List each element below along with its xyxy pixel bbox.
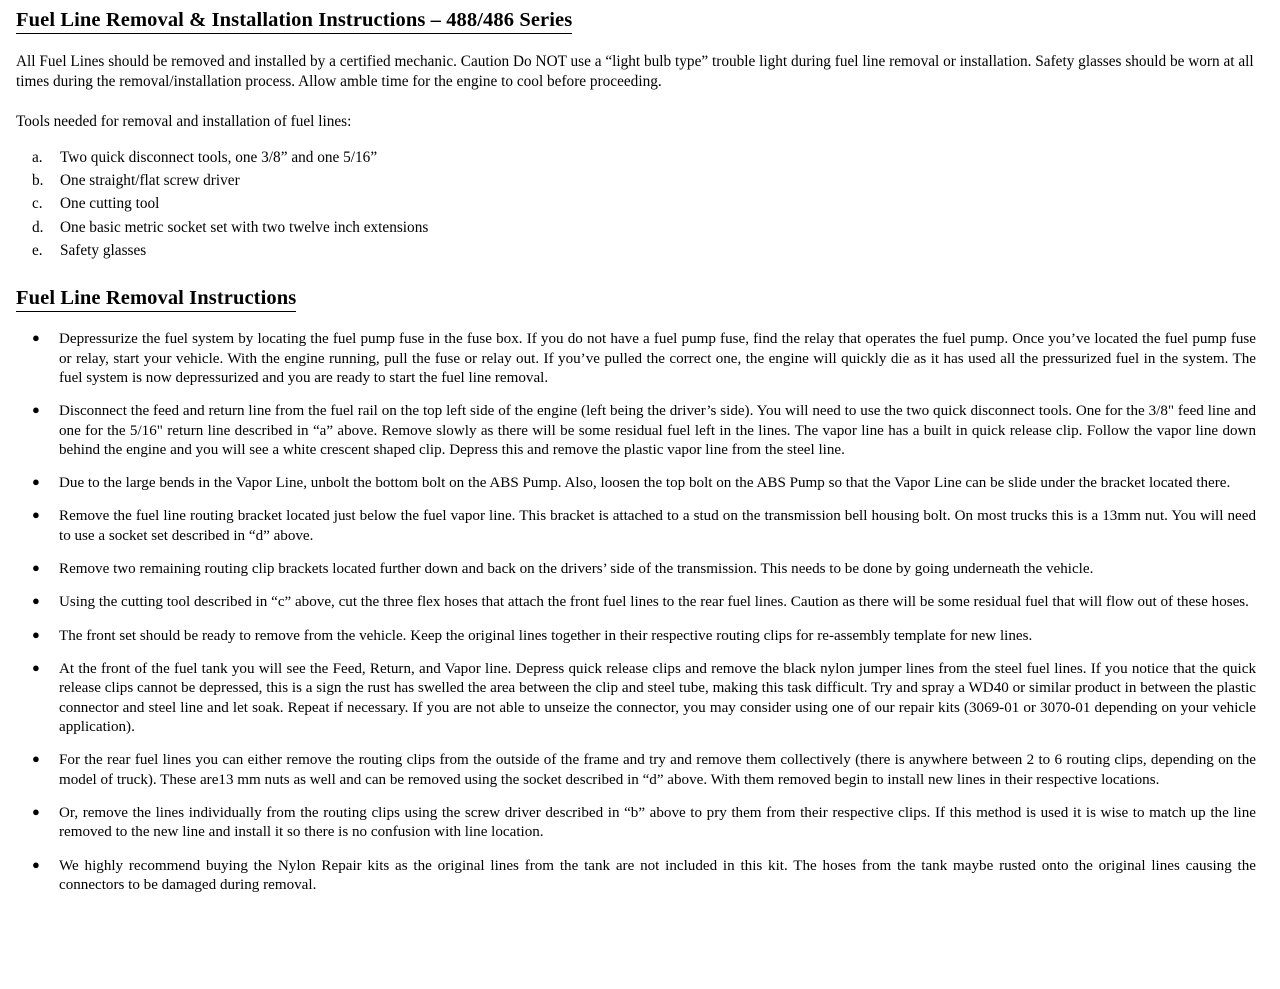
- list-marker: e.: [32, 241, 43, 259]
- list-item: [14, 146, 1266, 169]
- list-item-text: Depressurize the fuel system by locating the fuel pump fuse in the fuse box. If you do not have a fuel pump fuse, find the relay that operates the fuel pump. Once you’ve located the fuel pump fuse or relay, start your vehicle. With the engine running, pull the fuse or relay out. If you’ve pulled the correct one, the engine will quickly die as it has used all the pressurized fuel in the system. The fuel system is now depressurized and you are ready to start the fuel line removal.: [59, 331, 1256, 386]
- list-item: [14, 507, 1266, 546]
- list-item: [14, 804, 1266, 843]
- list-item-text: Due to the large bends in the Vapor Line, unbolt the bottom bolt on the ABS Pump. Also, loosen the top bolt on the ABS Pump so that the Vapor Line can be slide under the bracket located there.: [59, 475, 1231, 492]
- section-title: Fuel Line Removal Instructions: [16, 286, 296, 312]
- list-item-text: Disconnect the feed and return line from the fuel rail on the top left side of the engine (left being the driver’s side). You will need to use the two quick disconnect tools. One for the 3/8" feed line and one for the 5/16" return line described in “a” above. Remove slowly as there will be some residual fuel left in the lines. The vapor line has a built in quick release clip. Follow the vapor line down behind the engine and you will see a white crescent shaped clip. Depress this and remove the plastic vapor line from the steel line.: [59, 403, 1256, 458]
- list-item: [14, 239, 1266, 262]
- list-item: [14, 330, 1266, 388]
- list-item: [14, 593, 1266, 612]
- list-item-text: One cutting tool: [60, 195, 160, 213]
- bullet-icon: ●: [32, 803, 40, 819]
- bullet-icon: ●: [32, 856, 40, 872]
- list-item-text: Remove the fuel line routing bracket located just below the fuel vapor line. This bracket is attached to a stud on the transmission bell housing bolt. On most trucks this is a 13mm nut. You will need to use a socket set described in “d” above.: [59, 508, 1256, 544]
- list-item-text: The front set should be ready to remove from the vehicle. Keep the original lines together in their respective routing clips for re-assembly template for new lines.: [59, 627, 1033, 644]
- list-item-text: One straight/flat screw driver: [60, 172, 240, 190]
- list-item: [14, 857, 1266, 896]
- bullet-icon: ●: [32, 660, 40, 675]
- bullet-icon: ●: [32, 751, 40, 767]
- list-item: [14, 751, 1266, 790]
- list-marker: a.: [32, 148, 43, 166]
- list-item: [14, 660, 1266, 737]
- list-marker: b.: [32, 172, 44, 190]
- list-item-text: Or, remove the lines individually from the routing clips using the screw driver described in “b” above to pry them from their respective clips. If this method is used it is wise to match up the line removed to the new line and install it so there is no confusion with line location.: [59, 804, 1256, 841]
- list-item: [14, 192, 1266, 215]
- tools-list: [14, 146, 1266, 262]
- list-marker: d.: [32, 218, 44, 236]
- removal-steps-list: [14, 330, 1266, 895]
- bullet-icon: ●: [32, 593, 40, 609]
- list-item-text: Using the cutting tool described in “c” above, cut the three flex hoses that attach the front fuel lines to the rear fuel lines. Caution as there will be some residual fuel that will flow out of these hoses.: [59, 594, 1249, 611]
- bullet-icon: ●: [32, 330, 40, 346]
- list-item-text: For the rear fuel lines you can either remove the routing clips from the outside of the frame and try and remove them collectively (there is anywhere between 2 to 6 routing clips, depending on the model of truck). These are13 mm nuts as well and can be removed using the socket described in “d” above. With them removed begin to install new lines in their respective locations.: [59, 752, 1256, 788]
- page-title: Fuel Line Removal & Installation Instructions – 488/486 Series: [16, 8, 572, 34]
- list-item-text: At the front of the fuel tank you will see the Feed, Return, and Vapor line. Depress quick release clips and remove the black nylon jumper lines from the steel fuel lines. If you notice that the quick release clips cannot be depressed, this is a sign the rust has swelled the area between the clip and steel tube, making this task difficult. Try and spray a WD40 or similar product in between the plastic connector and steel line and let soak. Repeat if necessary. If you are not able to unseize the connector, you may consider using one of our repair kits (3069-01 or 3070-01 depending on your vehicle application).: [59, 661, 1256, 735]
- list-marker: c.: [32, 195, 43, 213]
- list-item: [14, 216, 1266, 239]
- list-item-text: Safety glasses: [60, 241, 147, 259]
- list-item: [14, 402, 1266, 460]
- bullet-icon: ●: [32, 560, 40, 576]
- list-item: [14, 627, 1266, 646]
- tools-lead-text: Tools needed for removal and installation of fuel lines:: [16, 112, 352, 130]
- bullet-icon: ●: [32, 474, 40, 490]
- list-item-text: We highly recommend buying the Nylon Repair kits as the original lines from the tank are not included in this kit. The hoses from the tank maybe rusted onto the original lines causing the connectors to be damaged during removal.: [59, 857, 1256, 893]
- section-heading-wrap: [14, 286, 1266, 312]
- intro-paragraph: All Fuel Lines should be removed and installed by a certified mechanic. Caution Do NOT use a “light bulb type” trouble light during fuel line removal or installation. Safety glasses should be worn at all times during the removal/installation process. Allow amble time for the engine to cool before proceeding.: [16, 53, 1254, 91]
- list-item-text: Remove two remaining routing clip brackets located further down and back on the drivers’ side of the transmission. This needs to be done by going underneath the vehicle.: [59, 561, 1094, 578]
- list-item: [14, 560, 1266, 579]
- list-item: [14, 474, 1266, 493]
- bullet-icon: ●: [32, 402, 40, 418]
- bullet-icon: ●: [32, 507, 40, 523]
- list-item-text: One basic metric socket set with two twelve inch extensions: [60, 218, 429, 236]
- list-item: [14, 169, 1266, 192]
- bullet-icon: ●: [32, 626, 40, 642]
- list-item-text: Two quick disconnect tools, one 3/8” and one 5/16”: [60, 148, 378, 166]
